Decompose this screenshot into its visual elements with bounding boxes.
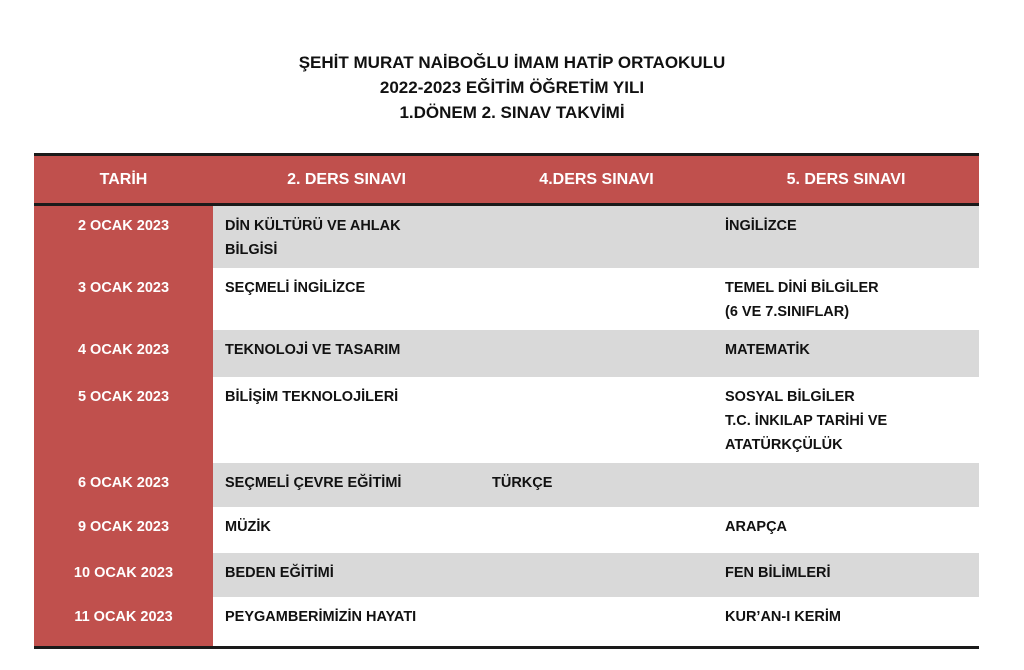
header-exam-5: 5. DERS SINAVI: [713, 155, 979, 205]
row-exam-4: [480, 268, 713, 330]
row-date: 10 OCAK 2023: [34, 553, 213, 597]
table-row: [34, 463, 979, 507]
table-row: [34, 330, 979, 377]
header-exam-4: 4.DERS SINAVI: [480, 155, 713, 205]
row-exam-2: BEDEN EĞİTİMİ: [213, 553, 480, 597]
row-exam-5: ARAPÇA: [713, 507, 979, 553]
table-row: [34, 597, 979, 647]
school-name: ŞEHİT MURAT NAİBOĞLU İMAM HATİP ORTAOKULU: [298, 53, 726, 72]
row-exam-4: [480, 205, 713, 269]
table-header-row: [34, 155, 979, 205]
row-exam-4: [480, 330, 713, 377]
row-exam-5: SOSYAL BİLGİLER T.C. İNKILAP TARİHİ VE ATATÜRKÇÜLÜK: [713, 377, 979, 463]
row-exam-5: İNGİLİZCE: [713, 205, 979, 269]
row-exam-2: MÜZİK: [213, 507, 480, 553]
row-exam-4: [480, 597, 713, 647]
row-exam-5: KUR’AN-I KERİM: [713, 597, 979, 647]
row-date: 5 OCAK 2023: [34, 377, 213, 463]
row-exam-2: SEÇMELİ ÇEVRE EĞİTİMİ: [213, 463, 480, 507]
row-exam-5: TEMEL DİNİ BİLGİLER (6 VE 7.SINIFLAR): [713, 268, 979, 330]
table-row: [34, 268, 979, 330]
row-exam-2: TEKNOLOJİ VE TASARIM: [213, 330, 480, 377]
document-title: [0, 50, 1024, 125]
row-exam-5: [713, 463, 979, 507]
row-date: 4 OCAK 2023: [34, 330, 213, 377]
row-date: 11 OCAK 2023: [34, 597, 213, 647]
table-row: [34, 507, 979, 553]
row-exam-4: [480, 553, 713, 597]
row-exam-2: BİLİŞİM TEKNOLOJİLERİ: [213, 377, 480, 463]
row-date: 9 OCAK 2023: [34, 507, 213, 553]
row-exam-4: [480, 507, 713, 553]
table-row: [34, 553, 979, 597]
exam-schedule-title: 1.DÖNEM 2. SINAV TAKVİMİ: [399, 103, 625, 122]
table-row: [34, 377, 979, 463]
row-exam-5: FEN BİLİMLERİ: [713, 553, 979, 597]
row-exam-2: DİN KÜLTÜRÜ VE AHLAK BİLGİSİ: [213, 205, 480, 269]
row-exam-2: PEYGAMBERİMİZİN HAYATI: [213, 597, 480, 647]
row-date: 3 OCAK 2023: [34, 268, 213, 330]
academic-year: 2022-2023 EĞİTİM ÖĞRETİM YILI: [379, 78, 645, 97]
row-exam-4: TÜRKÇE: [480, 463, 713, 507]
row-exam-5: MATEMATİK: [713, 330, 979, 377]
exam-schedule-table: [34, 153, 979, 649]
header-date: TARİH: [34, 155, 213, 205]
row-date: 2 OCAK 2023: [34, 205, 213, 269]
row-exam-2: SEÇMELİ İNGİLİZCE: [213, 268, 480, 330]
row-exam-4: [480, 377, 713, 463]
header-exam-2: 2. DERS SINAVI: [213, 155, 480, 205]
row-date: 6 OCAK 2023: [34, 463, 213, 507]
table-row: [34, 205, 979, 269]
